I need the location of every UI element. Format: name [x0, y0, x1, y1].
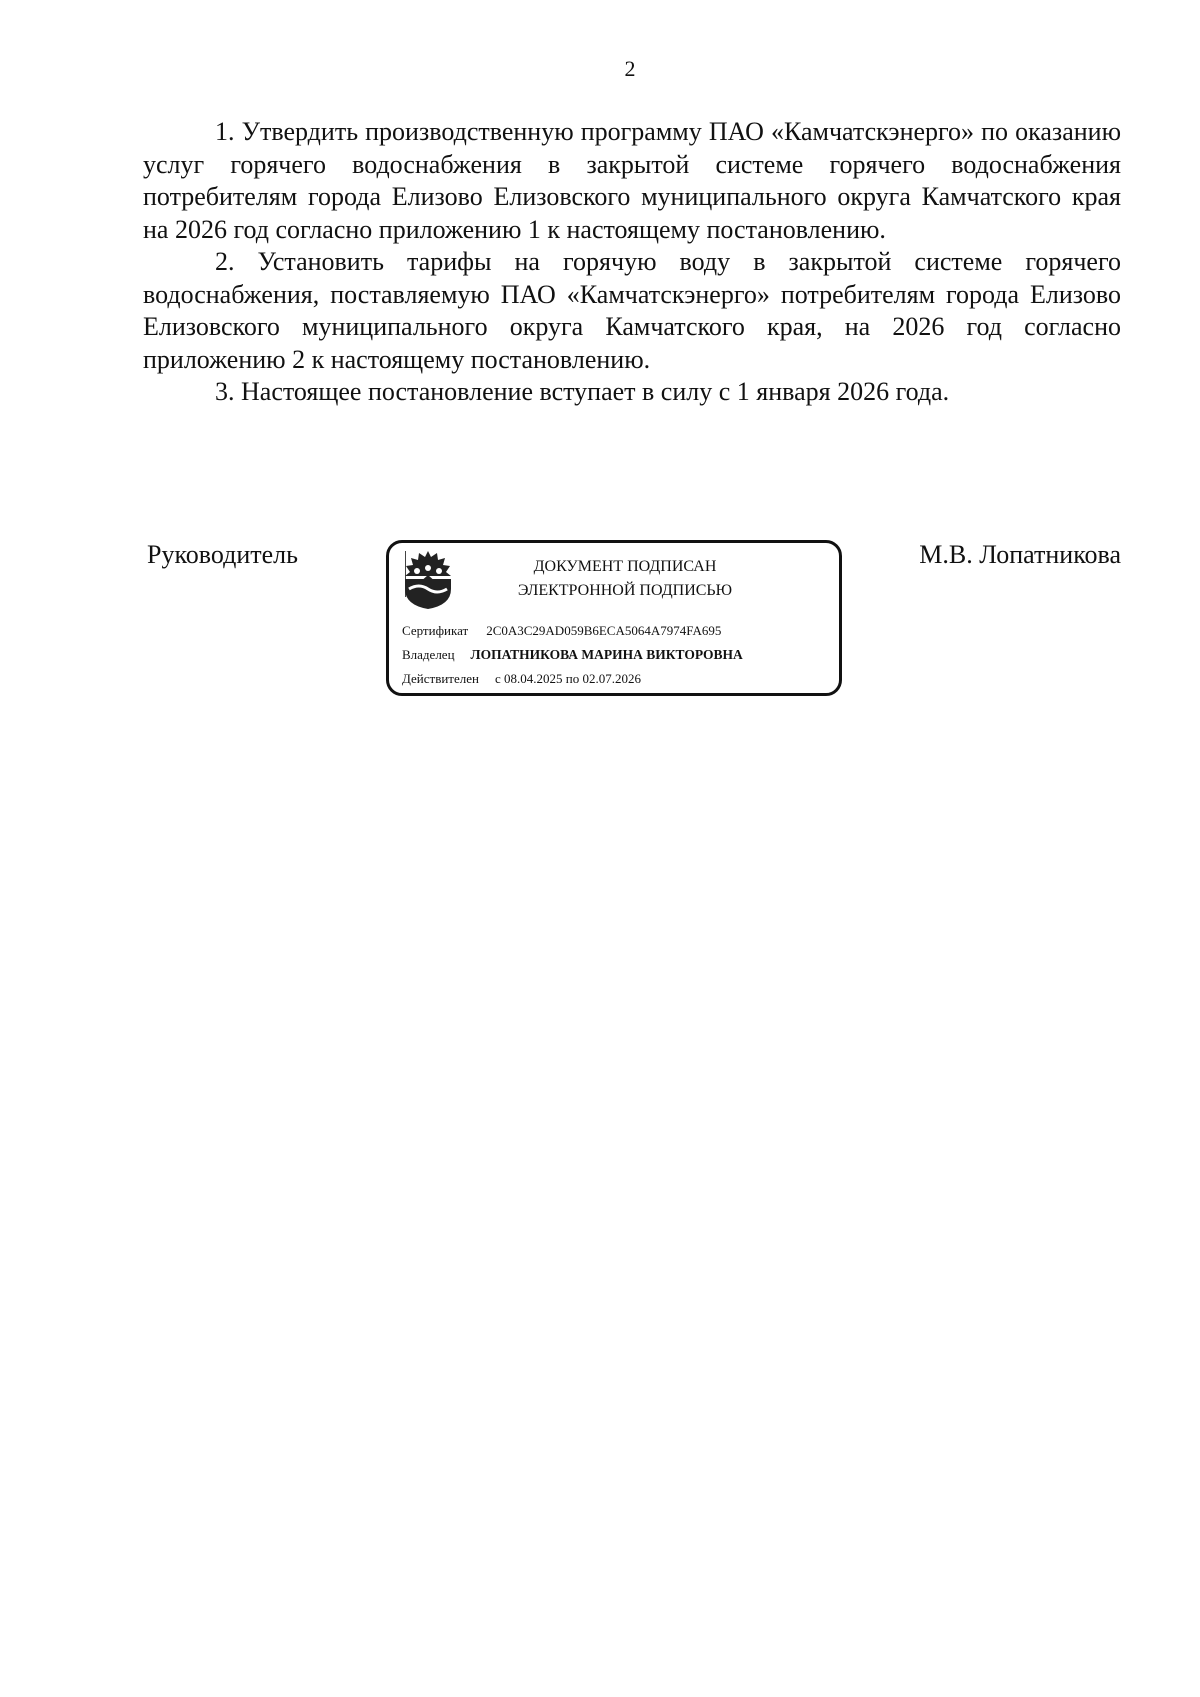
valid-label: Действителен: [402, 671, 479, 686]
certificate-value: 2C0A3C29AD059B6ECA5064A7974FA695: [486, 623, 722, 638]
stamp-heading: [479, 555, 771, 603]
owner-value: ЛОПАТНИКОВА МАРИНА ВИКТОРОВНА: [470, 647, 743, 662]
valid-value: с 08.04.2025 по 02.07.2026: [494, 671, 641, 686]
page-number: 2: [624, 56, 636, 81]
stamp-certificate-row: [402, 623, 721, 639]
emblem-icon: [401, 549, 455, 611]
document-body: [143, 116, 1121, 409]
stamp-heading-line-2: ЭЛЕКТРОННОЙ ПОДПИСЬЮ: [517, 582, 733, 599]
paragraph-2: 2. Установить тарифы на горячую воду в закрытой системе горячего водоснабжения, поставляемую ПАО «Камчатскэнерго» потребителям города Елизово Елизовского муниципального округа Камчатского края, на 2026 год согласно приложению 2 к настоящему постановлению.: [143, 247, 1121, 374]
signer-name: М.В. Лопатникова: [919, 540, 1121, 569]
paragraph-3: 3. Настоящее постановление вступает в силу с 1 января 2026 года.: [215, 377, 950, 406]
owner-label: Владелец: [402, 647, 455, 662]
paragraph-1: 1. Утвердить производственную программу ПАО «Камчатскэнерго» по оказанию услуг горячего водоснабжения в закрытой системе горячего водоснабжения потребителям города Елизово Елизовского муниципального округа Камчатского края на 2026 год согласно приложению 1 к настоящему постановлению.: [143, 117, 1121, 244]
electronic-signature-stamp: [386, 540, 842, 696]
certificate-label: Сертификат: [402, 623, 469, 638]
stamp-owner-row: [402, 647, 743, 663]
stamp-heading-line-1: ДОКУМЕНТ ПОДПИСАН: [533, 558, 717, 575]
stamp-validity-row: [402, 671, 641, 687]
signer-title: Руководитель: [147, 540, 298, 569]
